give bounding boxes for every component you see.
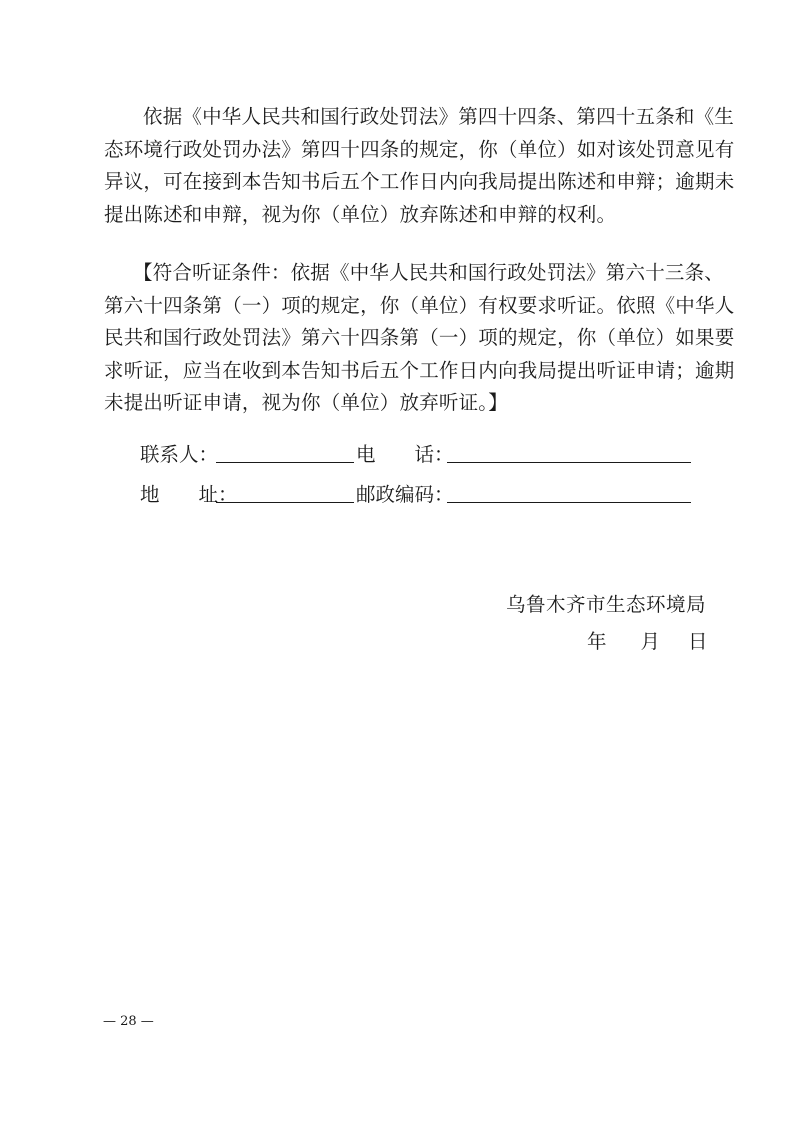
date-year: 年 (587, 630, 607, 653)
page-number: — 28 — (103, 1014, 154, 1029)
signature-date (587, 627, 708, 657)
notice-paragraph-objection (104, 101, 735, 231)
paragraph-line: 依据《中华人民共和国行政处罚法》第四十四条、第四十五条和《生 (143, 105, 735, 128)
postcode-blank[interactable] (447, 502, 691, 503)
notice-paragraph-hearing (104, 257, 735, 420)
phone-label: 电 话： (356, 443, 454, 466)
paragraph-line: 异议，可在接到本告知书后五个工作日内向我局提出陈述和申辩；逾期未 (104, 170, 735, 193)
date-day: 日 (688, 630, 708, 653)
contact-person-blank[interactable] (216, 462, 354, 463)
paragraph-line: 民共和国行政处罚法》第六十四条第（一）项的规定，你（单位）如果要 (104, 326, 735, 349)
address-blank[interactable] (216, 502, 354, 503)
issuing-organization: 乌鲁木齐市生态环境局 (506, 593, 707, 616)
paragraph-line: 【符合听证条件：依据《中华人民共和国行政处罚法》第六十三条、 (133, 261, 725, 284)
postcode-label: 邮政编码： (356, 483, 454, 506)
paragraph-line: 未提出听证申请，视为你（单位）放弃听证。】 (104, 391, 508, 414)
address-label: 地 址： (140, 483, 238, 506)
paragraph-line: 态环境行政处罚办法》第四十四条的规定，你（单位）如对该处罚意见有 (104, 137, 735, 161)
paragraph-line: 提出陈述和申辩，视为你（单位）放弃陈述和申辩的权利。 (104, 202, 617, 226)
contact-person-label: 联系人： (140, 443, 219, 466)
paragraph-line: 第六十四条第（一）项的规定，你（单位）有权要求听证。依照《中华人 (104, 293, 735, 317)
paragraph-line: 求听证，应当在收到本告知书后五个工作日内向我局提出听证申请；逾期 (104, 358, 735, 382)
phone-blank[interactable] (447, 462, 691, 463)
date-month: 月 (640, 630, 661, 653)
